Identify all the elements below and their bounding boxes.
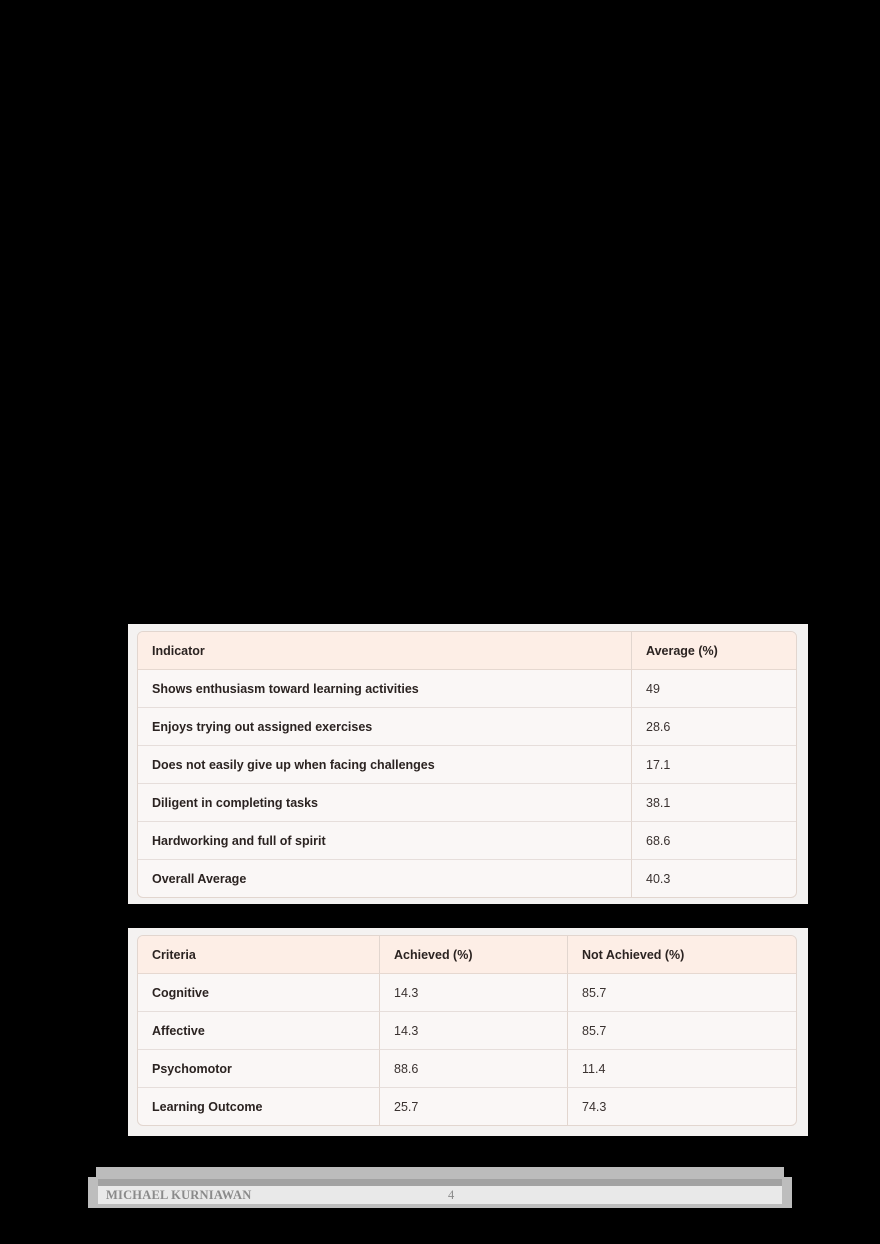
table-row (138, 1050, 796, 1088)
indicator-cell: Diligent in completing tasks (138, 784, 631, 822)
average-cell: 40.3 (631, 860, 796, 897)
indicator-table-panel (128, 624, 808, 904)
not-achieved-cell: 85.7 (567, 1012, 796, 1050)
indicator-cell: Overall Average (152, 871, 247, 886)
average-cell: 17.1 (631, 746, 796, 784)
criteria-cell: Affective (138, 1012, 379, 1050)
indicator-cell: Hardworking and full of spirit (138, 822, 631, 860)
criteria-cell: Psychomotor (138, 1050, 379, 1088)
criteria-cell: Cognitive (138, 974, 379, 1012)
table-row (138, 1088, 796, 1125)
average-cell: 49 (631, 670, 796, 708)
column-header-indicator: Indicator (138, 632, 631, 670)
average-cell: 28.6 (631, 708, 796, 746)
not-achieved-cell: 11.4 (567, 1050, 796, 1088)
footer-author: MICHAEL KURNIAWAN (106, 1188, 252, 1202)
footer-top-bar (96, 1167, 784, 1179)
achieved-cell: 25.7 (379, 1088, 567, 1125)
page-footer (98, 1186, 782, 1204)
average-cell: 68.6 (631, 822, 796, 860)
table-row (138, 708, 796, 746)
column-header-average: Average (%) (631, 632, 796, 670)
indicator-cell: Does not easily give up when facing challenges (138, 746, 631, 784)
criteria-achievement-table (137, 935, 797, 1126)
table-header-row (138, 632, 796, 670)
table-row-overall (138, 860, 796, 897)
criteria-cell: Learning Outcome (152, 1099, 263, 1114)
table-row (138, 746, 796, 784)
table-row (138, 822, 796, 860)
column-header-achieved: Achieved (%) (379, 936, 567, 974)
column-header-not-achieved: Not Achieved (%) (567, 936, 796, 974)
not-achieved-cell: 85.7 (567, 974, 796, 1012)
average-cell: 38.1 (631, 784, 796, 822)
footer-divider (98, 1179, 782, 1186)
indicator-cell: Enjoys trying out assigned exercises (138, 708, 631, 746)
achieved-cell: 88.6 (379, 1050, 567, 1088)
page-number: 4 (448, 1188, 455, 1202)
table-row (138, 784, 796, 822)
column-header-criteria: Criteria (138, 936, 379, 974)
not-achieved-cell: 74.3 (567, 1088, 796, 1125)
achieved-cell: 14.3 (379, 974, 567, 1012)
indicator-cell: Shows enthusiasm toward learning activities (138, 670, 631, 708)
table-row (138, 670, 796, 708)
achieved-cell: 14.3 (379, 1012, 567, 1050)
indicator-average-table (137, 631, 797, 898)
table-row (138, 974, 796, 1012)
table-header-row (138, 936, 796, 974)
criteria-table-panel (128, 928, 808, 1136)
table-row (138, 1012, 796, 1050)
